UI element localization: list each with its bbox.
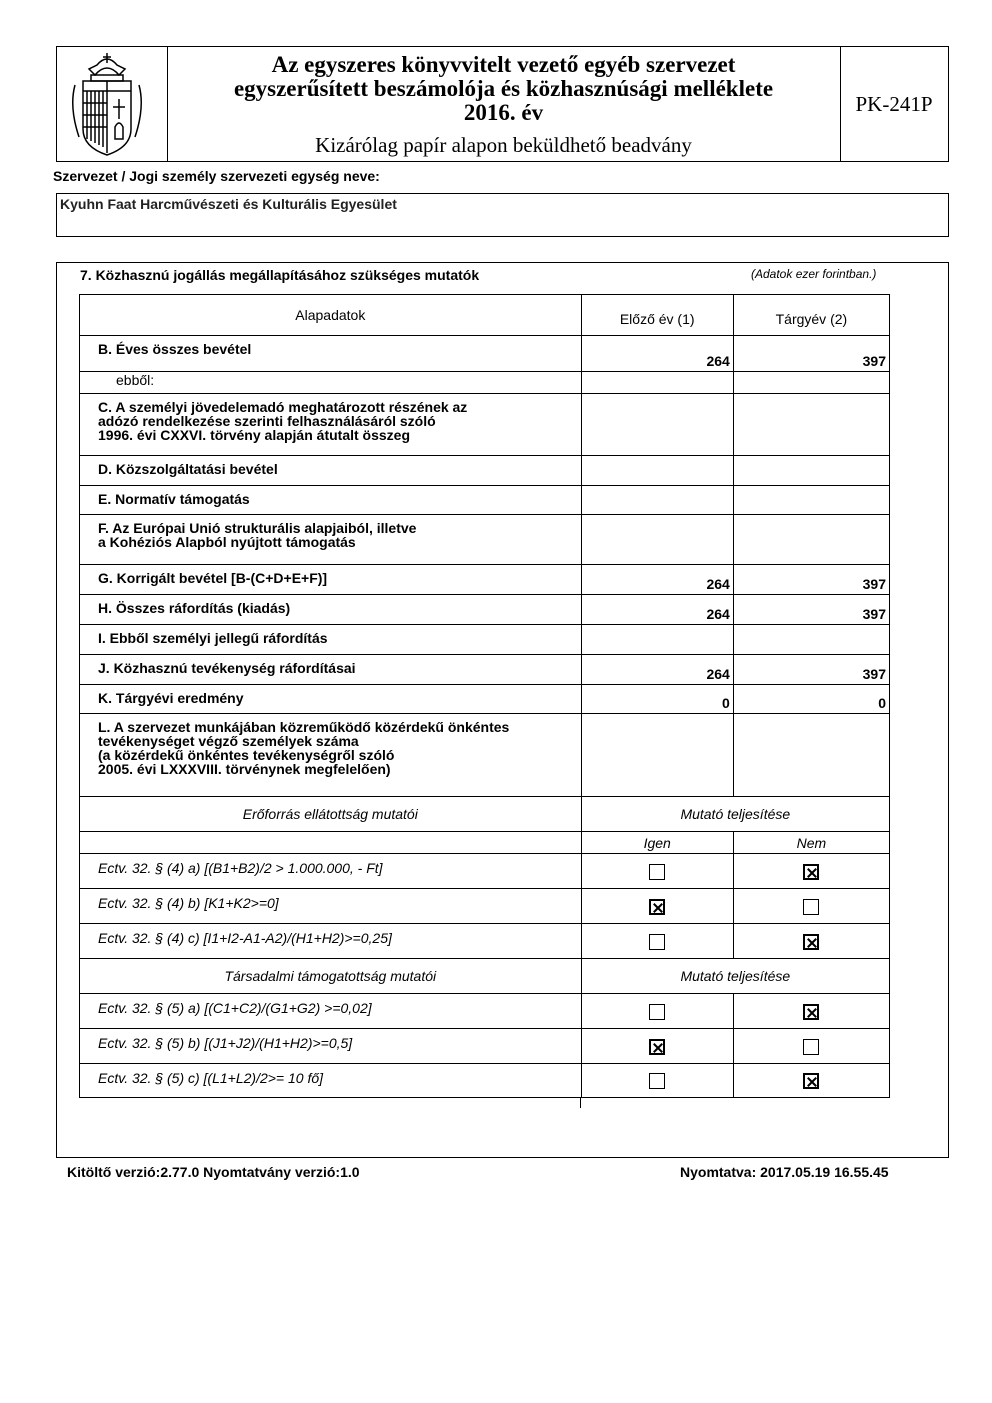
table-row	[80, 486, 890, 515]
row-label: J. Közhasznú tevékenység ráfordításai	[80, 655, 582, 685]
no-cell	[733, 1029, 889, 1064]
yes-cell	[581, 924, 733, 959]
row-label: ebből:	[80, 372, 582, 394]
yes-cell	[581, 1029, 733, 1064]
title-line-3: 2016. év	[463, 100, 544, 125]
org-name: Kyuhn Faat Harcművészeti és Kulturális Egyesület	[60, 196, 397, 212]
title-box	[167, 47, 841, 161]
row-prev-value	[581, 515, 733, 565]
yes-checkbox[interactable]	[649, 934, 665, 950]
table-header-row	[80, 295, 890, 336]
row-curr-value	[733, 394, 889, 456]
row-prev-value: 0	[581, 685, 733, 714]
table-row	[80, 714, 890, 797]
row-curr-value: 397	[733, 595, 889, 625]
yes-checkbox-checked[interactable]	[649, 899, 665, 915]
no-checkbox-checked[interactable]	[803, 864, 819, 880]
social-header: Társadalmi támogatottság mutatói	[80, 959, 582, 994]
row-curr-value	[733, 714, 889, 797]
yes-checkbox[interactable]	[649, 1073, 665, 1089]
row-curr-value: 397	[733, 336, 889, 372]
indicator-table	[79, 294, 890, 1098]
row-label: C. A személyi jövedelemadó meghatározott részének az adózó rendelkezése szerinti felhasználásáról szóló 1996. évi CXXVI. törvény alapján átutalt összeg	[80, 394, 582, 456]
yes-cell	[581, 889, 733, 924]
row-curr-value	[733, 456, 889, 486]
indicator-label: Ectv. 32. § (4) b) [K1+K2>=0]	[80, 889, 582, 924]
form-header	[56, 46, 949, 162]
indicator-row	[80, 889, 890, 924]
no-checkbox[interactable]	[803, 1039, 819, 1055]
indicator-row	[80, 854, 890, 889]
row-curr-value	[733, 486, 889, 515]
row-prev-value: 264	[581, 565, 733, 595]
row-curr-value	[733, 372, 889, 394]
yes-cell	[581, 854, 733, 889]
row-prev-value	[581, 486, 733, 515]
indicator-row	[80, 924, 890, 959]
table-row	[80, 336, 890, 372]
table-row	[80, 394, 890, 456]
divider-tick	[580, 1098, 581, 1108]
row-curr-value	[733, 625, 889, 655]
table-row	[80, 625, 890, 655]
row-prev-value	[581, 394, 733, 456]
row-label: G. Korrigált bevétel [B-(C+D+E+F)]	[80, 565, 582, 595]
row-label: H. Összes ráfordítás (kiadás)	[80, 595, 582, 625]
row-prev-value	[581, 456, 733, 486]
row-label: I. Ebből személyi jellegű ráfordítás	[80, 625, 582, 655]
empty-cell	[80, 832, 582, 854]
row-label: D. Közszolgáltatási bevétel	[80, 456, 582, 486]
indicator-label: Ectv. 32. § (5) b) [(J1+J2)/(H1+H2)>=0,5]	[80, 1029, 582, 1064]
no-cell	[733, 854, 889, 889]
yes-cell	[581, 994, 733, 1029]
resource-header-row	[80, 797, 890, 832]
indicator-label: Ectv. 32. § (5) c) [(L1+L2)/2>= 10 fő]	[80, 1064, 582, 1098]
indicator-label: Ectv. 32. § (5) a) [(C1+C2)/(G1+G2) >=0,02]	[80, 994, 582, 1029]
no-cell	[733, 1064, 889, 1098]
coat-of-arms-icon	[57, 47, 168, 161]
resource-header: Erőforrás ellátottság mutatói	[80, 797, 582, 832]
no-checkbox-checked[interactable]	[803, 1004, 819, 1020]
row-prev-value	[581, 372, 733, 394]
indicator-row	[80, 1064, 890, 1098]
row-curr-value: 397	[733, 655, 889, 685]
title-line-1: Az egyszeres könyvvitelt vezető egyéb szervezet	[271, 52, 736, 77]
social-header-row	[80, 959, 890, 994]
section-title: 7. Közhasznú jogállás megállapításához szükséges mutatók	[80, 267, 480, 283]
row-prev-value: 264	[581, 655, 733, 685]
row-curr-value: 397	[733, 565, 889, 595]
yes-cell	[581, 1064, 733, 1098]
footer-version: Kitöltő verzió:2.77.0 Nyomtatvány verzió:1.0	[67, 1164, 360, 1180]
footer-printed: Nyomtatva: 2017.05.19 16.55.45	[680, 1164, 889, 1180]
form-code: PK-241P	[855, 91, 933, 116]
title-line-2: egyszerűsített beszámolója és közhasznúsági melléklete	[233, 76, 774, 101]
row-label: L. A szervezet munkájában közreműködő közérdekű önkéntes tevékenységet végző személyek száma (a közérdekű önkéntes tevékenységről szóló 2005. évi LXXXVIII. törvénynek megfelelően)	[80, 714, 582, 797]
row-label: K. Tárgyévi eredmény	[80, 685, 582, 714]
table-row	[80, 685, 890, 714]
col-header-curr: Tárgyév (2)	[733, 295, 889, 336]
table-row	[80, 655, 890, 685]
section-note: (Adatok ezer forintban.)	[751, 267, 877, 281]
no-cell	[733, 994, 889, 1029]
table-row	[80, 372, 890, 394]
no-checkbox[interactable]	[803, 899, 819, 915]
table-row	[80, 565, 890, 595]
no-checkbox-checked[interactable]	[803, 1073, 819, 1089]
form-subtitle: Kizárólag papír alapon beküldhető beadvány	[315, 133, 692, 157]
row-curr-value	[733, 515, 889, 565]
fulfil-header: Mutató teljesítése	[581, 797, 889, 832]
indicator-row	[80, 1029, 890, 1064]
row-label: F. Az Európai Unió strukturális alapjaiból, illetve a Kohéziós Alapból nyújtott támogatás	[80, 515, 582, 565]
indicator-label: Ectv. 32. § (4) c) [I1+I2-A1-A2)/(H1+H2)>=0,25]	[80, 924, 582, 959]
yes-checkbox[interactable]	[649, 1004, 665, 1020]
row-prev-value: 264	[581, 336, 733, 372]
row-prev-value: 264	[581, 595, 733, 625]
row-prev-value	[581, 625, 733, 655]
yes-checkbox-checked[interactable]	[649, 1039, 665, 1055]
table-row	[80, 515, 890, 565]
table-row	[80, 595, 890, 625]
indicator-label: Ectv. 32. § (4) a) [(B1+B2)/2 > 1.000.000, - Ft]	[80, 854, 582, 889]
yes-checkbox[interactable]	[649, 864, 665, 880]
yes-no-header-row	[80, 832, 890, 854]
col-header-base: Alapadatok	[80, 295, 582, 336]
no-checkbox-checked[interactable]	[803, 934, 819, 950]
row-curr-value: 0	[733, 685, 889, 714]
yes-header: Igen	[581, 832, 733, 854]
table-row	[80, 456, 890, 486]
row-prev-value	[581, 714, 733, 797]
row-label: B. Éves összes bevétel	[80, 336, 582, 372]
no-header: Nem	[733, 832, 889, 854]
org-name-box	[56, 193, 949, 237]
no-cell	[733, 924, 889, 959]
indicator-row	[80, 994, 890, 1029]
fulfil-header: Mutató teljesítése	[581, 959, 889, 994]
form-title	[167, 53, 840, 125]
row-label: E. Normatív támogatás	[80, 486, 582, 515]
no-cell	[733, 889, 889, 924]
col-header-prev: Előző év (1)	[581, 295, 733, 336]
org-label: Szervezet / Jogi személy szervezeti egység neve:	[53, 168, 380, 184]
